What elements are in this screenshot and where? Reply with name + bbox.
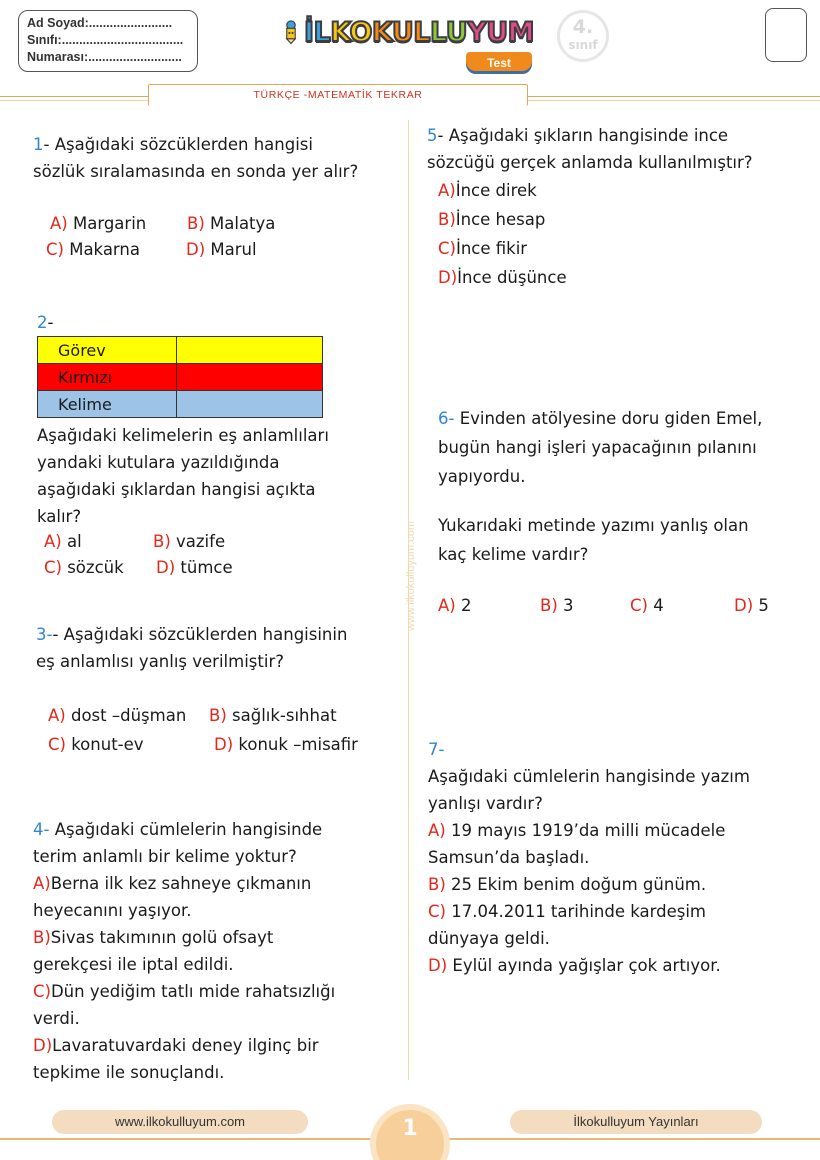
question-text: sözlük sıralamasında en sonda yer alır? bbox=[33, 162, 359, 181]
option-d[interactable]: D) konuk –misafir bbox=[214, 735, 358, 754]
table-cell-word: Kelime bbox=[38, 391, 177, 418]
watermark: www.ilkokulluyum.com bbox=[405, 520, 417, 632]
question-2-number: 2- bbox=[37, 313, 54, 332]
question-7: 7- Aşağıdaki cümlelerin hangisinde yazım yanlışı vardır? A) 19 mayıs 1919’da milli mücadele Samsun’da başladı. B) 25 Ekim benim doğum günüm. C) 17.04.2011 tarihinde kardeşim dünyaya geldi. D) Eylül ayında yağışlar çok artıyor. bbox=[428, 736, 750, 979]
grade-number: 4. bbox=[572, 16, 594, 38]
option-d[interactable]: D) 5 bbox=[734, 596, 769, 615]
synonym-table bbox=[37, 336, 323, 418]
table-row bbox=[38, 364, 323, 391]
option-b[interactable]: B) Malatya bbox=[187, 214, 276, 233]
question-3-options-row1 bbox=[48, 702, 337, 729]
student-info-box bbox=[18, 10, 198, 72]
score-box bbox=[765, 8, 807, 62]
number-field: Numarası:........................... bbox=[27, 50, 182, 64]
table-row bbox=[38, 337, 323, 364]
brand-logo bbox=[282, 8, 534, 56]
question-number: 1 bbox=[33, 135, 44, 154]
option-a[interactable]: A)İnce direk bbox=[438, 181, 537, 200]
option-d[interactable]: D) tümce bbox=[156, 558, 233, 577]
option-d[interactable]: D) Eylül ayında yağışlar çok artıyor. bbox=[428, 956, 721, 975]
subject-title: TÜRKÇE -MATEMATİK TEKRAR bbox=[148, 84, 528, 106]
option-b[interactable]: B) 25 Ekim benim doğum günüm. bbox=[428, 875, 707, 894]
grade-badge bbox=[557, 10, 609, 62]
test-badge: Test bbox=[466, 52, 532, 74]
option-c[interactable]: C) Makarna bbox=[46, 240, 140, 259]
footer-website[interactable]: www.ilkokulluyum.com bbox=[52, 1110, 308, 1134]
question-3-options-row2 bbox=[48, 731, 358, 758]
option-c[interactable]: C)Dün yediğim tatlı mide rahatsızlığı bbox=[33, 982, 336, 1001]
logo-text: İLKOKULLUYUM bbox=[303, 16, 534, 48]
option-c[interactable]: C)İnce fikir bbox=[438, 239, 528, 258]
option-a[interactable]: A) dost –düşman bbox=[48, 706, 187, 725]
footer-publisher: İlkokulluyum Yayınları bbox=[510, 1110, 762, 1134]
table-cell-answer[interactable] bbox=[177, 391, 323, 418]
question-5: 5- Aşağıdaki şıkların hangisinde ince sözcüğü gerçek anlamda kullanılmıştır? bbox=[427, 126, 753, 172]
question-6-options bbox=[438, 592, 769, 619]
option-d[interactable]: D) Marul bbox=[186, 240, 257, 259]
option-b[interactable]: B)İnce hesap bbox=[438, 210, 546, 229]
question-6: 6- Evinden atölyesine doru giden Emel, bugün hangi işleri yapacağının pılanını yapıyordu. bbox=[438, 409, 763, 486]
table-cell-word: Kırmızı bbox=[38, 364, 177, 391]
option-b[interactable]: B) sağlık-sıhhat bbox=[209, 706, 337, 725]
name-field: Ad Soyad:........................ bbox=[27, 16, 173, 30]
option-b[interactable]: B) 3 bbox=[540, 596, 574, 615]
pencil-mascot-icon bbox=[282, 9, 300, 55]
table-cell-answer[interactable] bbox=[177, 364, 323, 391]
question-1-options-row1 bbox=[50, 210, 275, 237]
question-2-options-row1 bbox=[44, 528, 225, 555]
question-2-text: Aşağıdaki kelimelerin eş anlamlıları yandaki kutulara yazıldığında aşağıdaki şıklardan hangisi açıkta kalır? bbox=[37, 426, 329, 526]
option-d[interactable]: D)Lavaratuvardaki deney ilginç bir bbox=[33, 1036, 319, 1055]
question-4: 4- Aşağıdaki cümlelerin hangisinde terim anlamlı bir kelime yoktur? A)Berna ilk kez sahneye çıkmanın heyecanını yaşıyor. B)Sivas takımının golü ofsayt gerekçesi ile iptal edildi. C)Dün yediğim tatlı mide rahatsızlığı verdi. D)Lavaratuvardaki deney ilginç bir tepkime ile sonuçlandı. bbox=[33, 820, 336, 1082]
option-a[interactable]: A) 19 mayıs 1919’da milli mücadele bbox=[428, 821, 726, 840]
option-a[interactable]: A) Margarin bbox=[50, 214, 147, 233]
grade-word: sınıf bbox=[568, 38, 598, 52]
option-b[interactable]: B) vazife bbox=[153, 532, 226, 551]
question-6-question: Yukarıdaki metinde yazımı yanlış olan kaç kelime vardır? bbox=[438, 516, 749, 564]
page-number: 1 bbox=[402, 1116, 418, 1141]
option-b[interactable]: B)Sivas takımının golü ofsayt bbox=[33, 928, 274, 947]
option-c[interactable]: C) 4 bbox=[630, 596, 664, 615]
class-field: Sınıfı:................................... bbox=[27, 33, 184, 47]
option-c[interactable]: C) konut-ev bbox=[48, 735, 144, 754]
option-a[interactable]: A) al bbox=[44, 532, 82, 551]
table-cell-answer[interactable] bbox=[177, 337, 323, 364]
question-3: 3-- Aşağıdaki sözcüklerden hangisinin eş anlamlısı yanlış verilmiştir? bbox=[36, 625, 348, 671]
question-text: - Aşağıdaki sözcüklerden hangisi bbox=[43, 135, 313, 154]
question-1 bbox=[33, 131, 358, 185]
option-c[interactable]: C) sözcük bbox=[44, 558, 124, 577]
option-c[interactable]: C) 17.04.2011 tarihinde kardeşim bbox=[428, 902, 706, 921]
option-a[interactable]: A) 2 bbox=[438, 596, 472, 615]
question-5-options bbox=[438, 176, 567, 292]
question-2-options-row2 bbox=[44, 554, 233, 581]
question-1-options-row2 bbox=[46, 236, 257, 263]
page-header bbox=[0, 0, 820, 92]
table-row bbox=[38, 391, 323, 418]
table-cell-word: Görev bbox=[38, 337, 177, 364]
option-a[interactable]: A)Berna ilk kez sahneye çıkmanın bbox=[33, 874, 312, 893]
option-d[interactable]: D)İnce düşünce bbox=[438, 268, 567, 287]
